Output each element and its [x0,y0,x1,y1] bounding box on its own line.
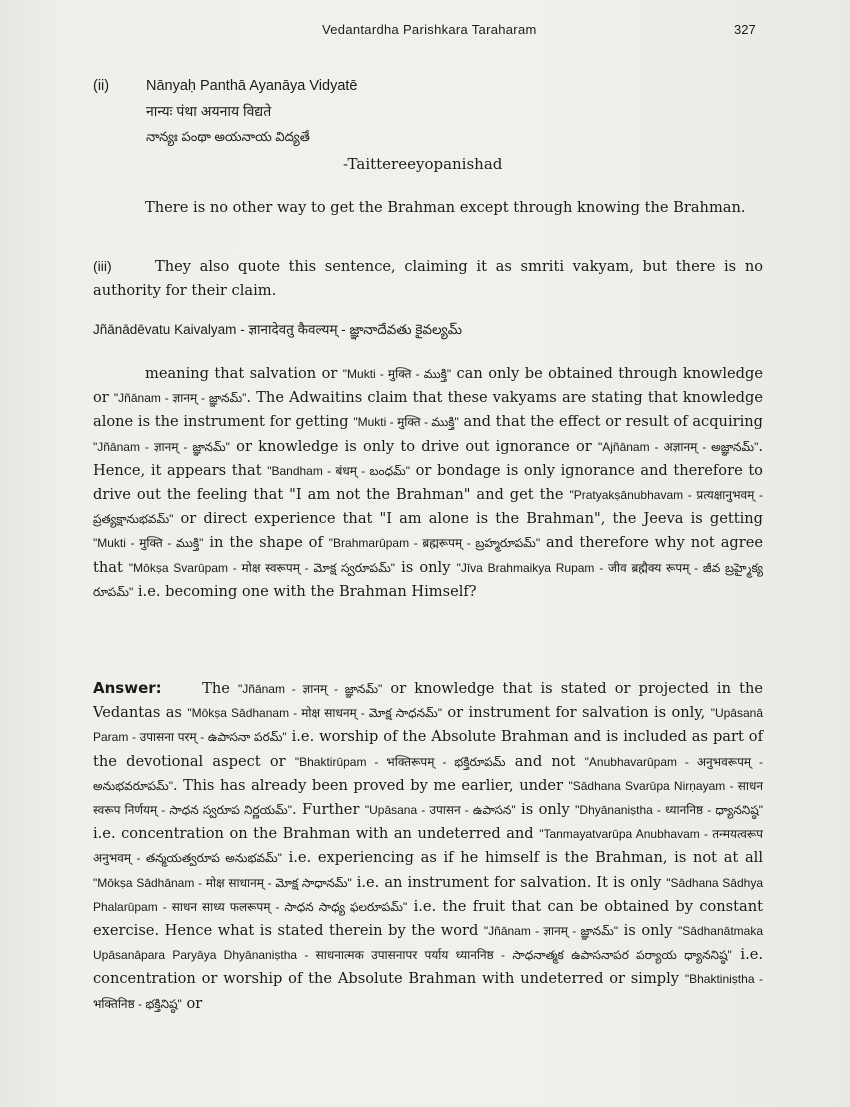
text-run: i.e. the fruit that can be obtained by constant exercise. Hence what is stated therein by the word [93,897,763,940]
text-run: i.e. an instrument for salvation. It is only [351,873,667,891]
quoted-term: "Sādhana Svarūpa Nirṇayam - साधन स्वरूप निर्णयम् - సాధన స్వరూప నిర్ణయమ్" [93,778,763,818]
paragraph-iii [93,254,763,303]
text-run: . This has already been proved by me earlier, under [172,776,569,794]
text-run: . The Adwaitins claim that these vakyams are stating that knowledge alone is the instrument for getting [93,389,763,431]
text-run: i.e. experiencing as if he himself is the Brahman, is not at all [281,849,763,867]
paragraph-meaning [93,362,763,604]
text-run: in the shape of [203,534,329,552]
text-run: i.e. concentration or worship of the Absolute Brahman with undeterred or simply [93,946,763,988]
text-run: and therefore why not agree that [93,534,764,576]
paragraph-answer [93,676,763,1016]
verse-transliteration: Nānyaḥ Panthā Ayanāya Vidyatē [146,78,358,94]
answer-label: Answer: [93,679,162,697]
text-run: or knowledge is only to drive out ignorance or [229,437,598,455]
running-title: Vedantardha Parishkara Taraharam [322,22,537,37]
text-run: is only [395,558,457,576]
text-run: and not [505,752,585,770]
text-run: can only be obtained through knowledge or [93,365,764,407]
text-run: or bondage is only ignorance and therefore to drive out the feeling that "I am not the Brahman" and get the [93,461,763,504]
page-header [0,20,850,40]
quoted-term: "Dhyānaniṣtha - ध्याननिष्ठ - ధ్యాననిష్ఠ" [575,803,764,818]
paragraph-no-other-way: There is no other way to get the Brahman except through knowing the Brahman. [145,199,746,216]
verse-source: -Taittereeyopanishad [343,155,503,173]
verse-number: (ii) [93,78,110,94]
quoted-term: "Jñānam - ज्ञानम् - జ్ఞానమ్" [113,391,247,406]
quoted-term: "Bandham - बंधम् - బంధమ్" [267,463,410,478]
text-run: i.e. concentration on the Brahman with an undeterred and [93,825,540,843]
text-run: or knowledge that is stated or projected in the Vedantas as [93,680,763,722]
text-run: i.e. worship of the Absolute Brahman and is included as part of the devotional aspect or [93,728,763,770]
quoted-term: "Jñānam - ज्ञानम् - జ్ఞానమ్" [483,924,619,939]
quoted-term: "Mōkṣa Svarūpam - मोक्ष स्वरूपम् - మోక్ష స్వరూపమ్" [128,560,396,575]
quoted-term: "Upāsanā Param - उपासना परम् - ఉపాసనా పరమ్" [93,706,763,745]
quoted-term: "Jīva Brahmaikya Rupam - जीव ब्रह्मैक्य रूपम् - జీవ బ్రహ్మైక్య రూపమ్" [93,560,764,599]
quoted-term: "Mukti - मुक्ति - ముక్తి" [342,367,452,381]
quoted-term: "Mukti - मुक्ति - ముక్తి" [353,415,459,430]
text-run: or instrument for salvation is only, [441,704,711,722]
quoted-term: "Tanmayatvarūpa Anubhavam - तन्मयत्वरूप अनुभवम् - తన్మయత్వరూప అనుభవమ్" [93,827,764,866]
text-run: or [181,994,203,1012]
quote-jnanadevatu: Jñānādēvatu Kaivalyam - ज्ञानादेवतु कैवल्यम् - జ్ఞానాదేవతు కైవల్యమ్ [93,322,463,337]
text-run: . Further [291,801,365,819]
quoted-term: "Mōkṣa Sādhānam - मोक्ष साधानम् - మోక్ష సాధానమ్" [93,875,352,890]
text-run: or direct experience that "I am alone is the Brahman", the Jeeva is getting [173,510,763,528]
text-run: and that the effect or result of acquiring [458,413,763,431]
verse-devanagari: नान्यः पंथा अयनाय विद्यते [146,103,272,119]
text-run: The [194,680,239,697]
quoted-term: "Jñānam - ज्ञानम् - జ్ఞానమ్" [93,439,230,454]
quoted-term: "Jñānam - ज्ञानम् - జ్ఞానమ్" [238,682,383,696]
text-run: meaning that salvation or [145,365,343,382]
text-run: . Hence, it appears that [93,437,763,479]
quoted-term: "Bhaktirūpam - भक्तिरूपम् - భక్తిరూపమ్ [294,754,506,769]
quoted-term: "Bhaktiniṣtha - भक्तिनिष्ठ - భక్తినిష్ఠ" [93,972,763,1011]
quoted-term: "Mukti - मुक्ति - ముక్తి" [93,536,204,551]
quoted-term: "Upāsana - उपासन - ఉపాసన" [364,803,516,818]
quoted-term: "Ajñānam - अज्ञानम् - అజ్ఞానమ్" [597,439,759,454]
paragraph-iii-text: They also quote this sentence, claiming it as smriti vakyam, but there is no authority for their claim. [93,258,763,300]
page-number: 327 [734,22,756,37]
quoted-term: "Sādhanātmaka Upāsanāpara Paryāya Dhyānaniṣtha - साधनात्मक उपासनापर पर्याय ध्याननिष्ठ - సాధనాత్మక ఉపాసనాపర పర్యాయ ధ్యాననిష్ఠ" [93,924,763,963]
paragraph-iii-number: (iii) [93,258,112,274]
text-run: i.e. becoming one with the Brahman Himself? [133,582,477,600]
quoted-term: "Pratyakṣānubhavam - प्रत्यक्षानुभवम् - ప్రత్యక్షానుభవమ్" [93,488,763,527]
verse-telugu: నాన్యః పంథా అయనాయ విద్యతే [146,129,310,144]
text-run: is only [618,922,679,940]
quoted-term: "Brahmarūpam - ब्रह्मरूपम् - బ్రహ్మరూపమ్" [328,536,541,551]
quoted-term: "Anubhavarūpam - अनुभवरूपम् - అనుభవరూపమ్" [93,754,763,793]
quoted-term: "Sādhana Sādhya Phalarūpam - साधन साध्य फलरूपम् - సాధన సాధ్య ఫలరూపమ్" [93,875,763,914]
text-run: is only [515,801,576,819]
quoted-term: "Mōkṣa Sādhanam - मोक्ष साधनम् - మోక్ష సాధనమ్" [187,706,442,721]
